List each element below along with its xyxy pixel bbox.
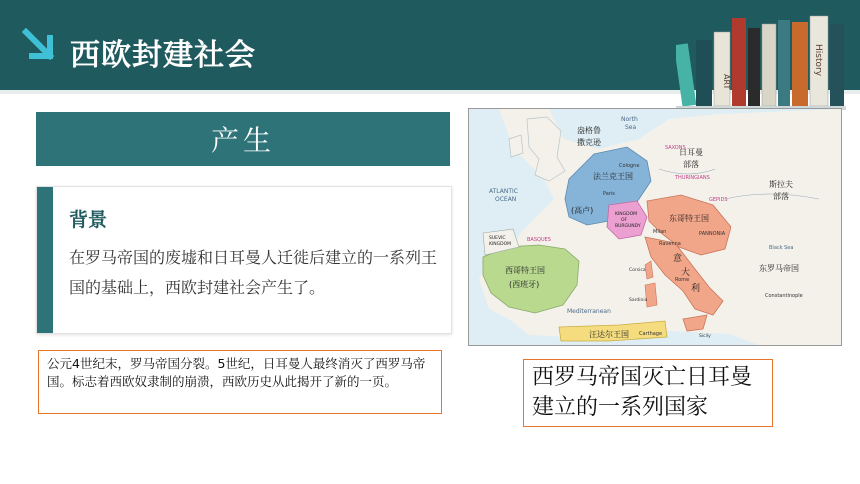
map-label-sicily: Sicily bbox=[699, 334, 711, 339]
map-label-suevic-2: KINGDOM bbox=[489, 242, 512, 247]
map-label-burgundy-1: KINGDOM bbox=[615, 212, 638, 217]
map-label-cologne: Cologne bbox=[619, 163, 640, 169]
map-label-ravenna: Ravenna bbox=[659, 241, 681, 247]
map-label-slavic-1: 斯拉夫 bbox=[769, 180, 793, 189]
map-label-slavic-2: 部落 bbox=[773, 192, 789, 201]
map-label-gaul: (高卢) bbox=[571, 206, 594, 215]
map-label-milan: Milan bbox=[653, 229, 667, 235]
map-label-carthage: Carthage bbox=[639, 331, 663, 337]
map-label-mediterranean: Mediterranean bbox=[567, 308, 611, 315]
card-text: 在罗马帝国的废墟和日耳曼人迁徙后建立的一系列王国的基础上，西欧封建社会产生了。 bbox=[69, 248, 438, 297]
map-label-constantinople: Constantinople bbox=[765, 293, 803, 299]
map-label-franks: 法兰克王国 bbox=[593, 172, 633, 181]
map-label-atlantic-2: OCEAN bbox=[495, 196, 517, 203]
map-label-eastern-roman: 东罗马帝国 bbox=[759, 264, 799, 273]
map-label-sardinia: Sardinia bbox=[629, 298, 648, 303]
book-label-history: History bbox=[813, 44, 823, 77]
map-label-italy-1: 意 bbox=[673, 254, 683, 264]
map-label-black-sea: Black Sea bbox=[769, 245, 794, 251]
note-box: 公元4世纪末，罗马帝国分裂。5世纪，日耳曼人最终消灭了西罗马帝国。标志着西欧奴隶制的崩溃，西欧历史从此揭开了新的一页。 bbox=[38, 350, 442, 414]
map-label-north-sea-2: Sea bbox=[625, 124, 637, 131]
map-label-visigoth-2: (西班牙) bbox=[509, 280, 540, 289]
historical-map bbox=[468, 108, 842, 346]
map-label-visigoth-1: 西哥特王国 bbox=[505, 266, 545, 275]
map-label-saxons: SAXONS bbox=[665, 145, 686, 151]
books-decoration bbox=[676, 14, 846, 110]
map-image bbox=[469, 109, 841, 345]
map-label-italy-3: 利 bbox=[691, 284, 701, 294]
arrow-down-right-icon bbox=[22, 28, 58, 64]
card-title: 背景 bbox=[69, 209, 108, 231]
map-label-atlantic-1: ATLANTIC bbox=[489, 188, 519, 195]
map-label-basques: BASQUES bbox=[527, 237, 551, 243]
map-label-germanic-2: 部落 bbox=[683, 160, 699, 169]
map-label-paris: Paris bbox=[603, 191, 615, 197]
map-label-vandal: 汪达尔王国 bbox=[589, 330, 629, 339]
map-label-pannonia: PANNONIA bbox=[699, 231, 726, 237]
map-label-corsica: Corsica bbox=[629, 268, 646, 273]
map-label-thuringians: THURINGIANS bbox=[675, 175, 710, 181]
map-label-italy-2: 大 bbox=[681, 268, 691, 278]
page-title: 西欧封建社会 bbox=[70, 38, 256, 73]
map-label-rome: Rome bbox=[675, 277, 690, 283]
book-label-art: ART bbox=[722, 74, 731, 90]
section-heading: 产生 bbox=[36, 112, 450, 166]
map-label-ostrogoth: 东哥特王国 bbox=[669, 214, 709, 223]
map-label-burgundy-2: OF bbox=[621, 218, 628, 223]
card-accent-bar bbox=[37, 187, 53, 333]
map-label-suevic-1: SUEVIC bbox=[489, 236, 506, 241]
map-label-gepids: GEPIDS bbox=[709, 197, 728, 203]
background-card bbox=[36, 186, 452, 334]
map-label-burgundy-3: BURGUNDY bbox=[615, 224, 641, 229]
map-label-north-sea-1: North bbox=[621, 116, 638, 123]
map-label-germanic-1: 日耳曼 bbox=[679, 148, 703, 157]
map-caption: 西罗马帝国灭亡日耳曼建立的一系列国家 bbox=[523, 359, 773, 427]
map-label-anglo-saxon-2: 撒克逊 bbox=[577, 138, 601, 147]
map-label-anglo-saxon-1: 盎格鲁 bbox=[577, 126, 601, 135]
